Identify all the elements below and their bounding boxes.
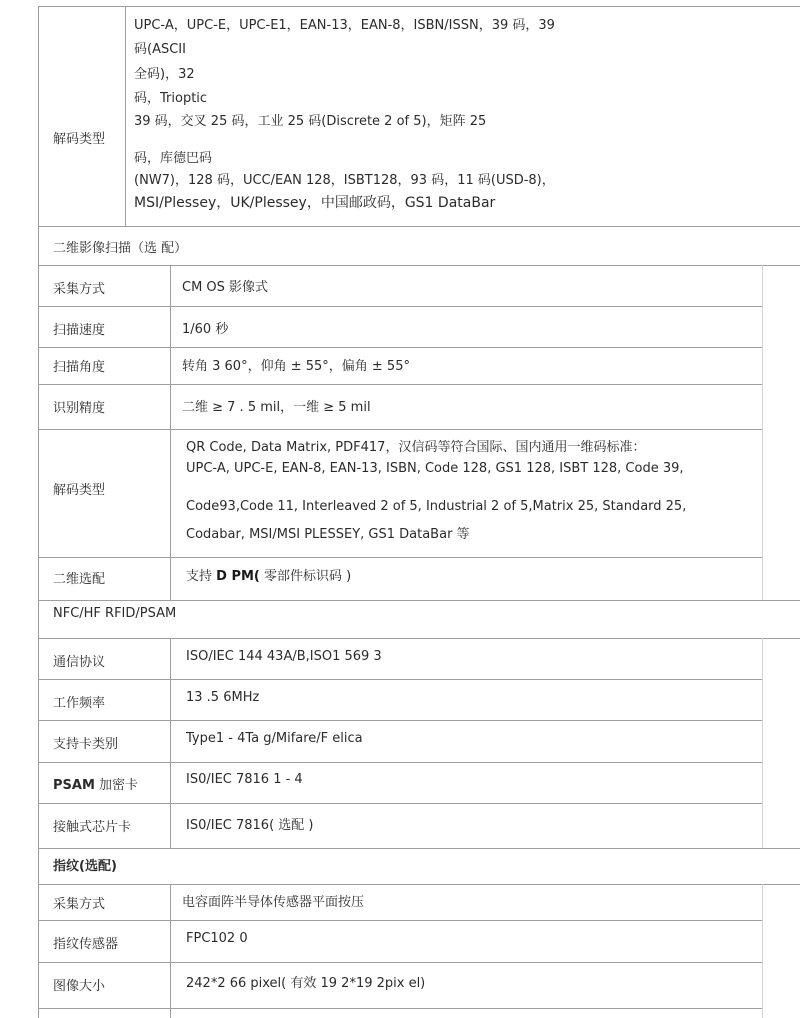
row-divider	[38, 347, 762, 348]
decode-line: 码，Trioptic	[134, 91, 208, 106]
row-value	[186, 565, 351, 584]
decode-line: (NW7)，128 码，UCC/EAN 128，ISBT128，93 码，11 码(USD-8)，	[134, 173, 555, 188]
row-divider	[38, 720, 762, 721]
row-value: 转角 3 60°，仰角 ± 55°，偏角 ± 55°	[182, 359, 410, 374]
row-label: 扫描速度	[53, 323, 106, 338]
row-divider	[38, 848, 800, 849]
row-divider	[38, 226, 800, 227]
row-divider	[38, 6, 800, 7]
row-label: 支持卡类别	[53, 737, 119, 752]
column-divider	[762, 638, 763, 848]
psam-label-bold: PSAM	[53, 778, 95, 793]
row-value: 13 .5 6MHz	[186, 690, 260, 705]
decode-line: UPC-A, UPC-E, EAN-8, EAN-13, ISBN, Code 128, GS1 128, ISBT 128, Code 39,	[186, 461, 684, 476]
row-label: 解码类型	[53, 483, 106, 498]
column-divider	[38, 6, 39, 1018]
decode-line: 39 码，交叉 25 码，工业 25 码(Discrete 2 of 5)，矩阵 25	[134, 114, 487, 129]
section-title: 指纹(选配)	[53, 859, 117, 874]
decode-line: 全码)，32	[134, 67, 195, 82]
section-title: 二维影像扫描（选 配）	[53, 241, 188, 256]
decode-line: UPC-A，UPC-E，UPC-E1，EAN-13，EAN-8，ISBN/ISSN，39 码，39	[134, 18, 555, 33]
row-label: 采集方式	[53, 897, 106, 912]
row-divider	[38, 920, 762, 921]
row-value: FPC102 0	[186, 931, 248, 946]
row-label: 通信协议	[53, 655, 106, 670]
column-divider	[170, 638, 171, 848]
decode-line: 码，库德巴码	[134, 151, 213, 166]
row-label: 解码类型	[53, 132, 106, 147]
decode-line: MSI/Plessey，UK/Plessey，中国邮政码，GS1 DataBar	[134, 195, 496, 211]
row-value: 二维 ≥ 7 . 5 mil，一维 ≥ 5 mil	[182, 400, 371, 415]
row-divider	[38, 803, 762, 804]
row-divider	[38, 1008, 762, 1009]
decode-line: QR Code, Data Matrix, PDF417，汉信码等符合国际、国内通用一维码标准：	[186, 440, 646, 455]
column-divider	[170, 884, 171, 1018]
row-value: IS0/IEC 7816 1 - 4	[186, 772, 303, 787]
row-value: Type1 - 4Ta g/Mifare/F elica	[186, 731, 363, 746]
row-label: 指纹传感器	[53, 937, 119, 952]
dpm-suffix: 零部件标识码 )	[259, 569, 352, 584]
row-label: 识别精度	[53, 401, 106, 416]
dpm-highlight: D PM(	[216, 569, 260, 584]
row-divider	[38, 600, 800, 601]
row-label: 接触式芯片卡	[53, 820, 132, 835]
column-divider	[125, 6, 126, 226]
section-title: NFC/HF RFID/PSAM	[53, 606, 177, 621]
row-label: 图像大小	[53, 979, 106, 994]
row-value: ISO/IEC 144 43A/B,ISO1 569 3	[186, 649, 382, 664]
row-divider	[38, 306, 762, 307]
column-divider	[762, 265, 763, 600]
row-value: 1/60 秒	[182, 322, 229, 337]
row-divider	[38, 638, 800, 639]
decode-line: Code93,Code 11, Interleaved 2 of 5, Industrial 2 of 5,Matrix 25, Standard 25,	[186, 499, 687, 514]
row-label	[53, 774, 138, 793]
row-label: 二维选配	[53, 572, 106, 587]
row-value: CM OS 影像式	[182, 280, 269, 295]
row-value: 电容面阵半导体传感器平面按压	[182, 895, 365, 910]
row-value: IS0/IEC 7816( 选配 )	[186, 818, 314, 833]
row-divider	[38, 762, 762, 763]
row-divider	[38, 429, 762, 430]
row-divider	[38, 962, 762, 963]
row-value: 242*2 66 pixel( 有效 19 2*19 2pix el)	[186, 976, 426, 991]
row-label: 采集方式	[53, 282, 106, 297]
column-divider	[762, 884, 763, 1018]
column-divider	[170, 265, 171, 600]
row-label: 工作频率	[53, 696, 106, 711]
row-divider	[38, 557, 762, 558]
row-label: 扫描角度	[53, 360, 106, 375]
row-divider	[38, 384, 762, 385]
dpm-prefix: 支持	[186, 569, 217, 584]
psam-label-rest: 加密卡	[94, 778, 139, 793]
row-divider	[38, 884, 800, 885]
decode-line: 码(ASCII	[134, 42, 186, 57]
decode-line: Codabar, MSI/MSI PLESSEY, GS1 DataBar 等	[186, 527, 470, 542]
row-divider	[38, 265, 800, 266]
row-divider	[38, 679, 762, 680]
